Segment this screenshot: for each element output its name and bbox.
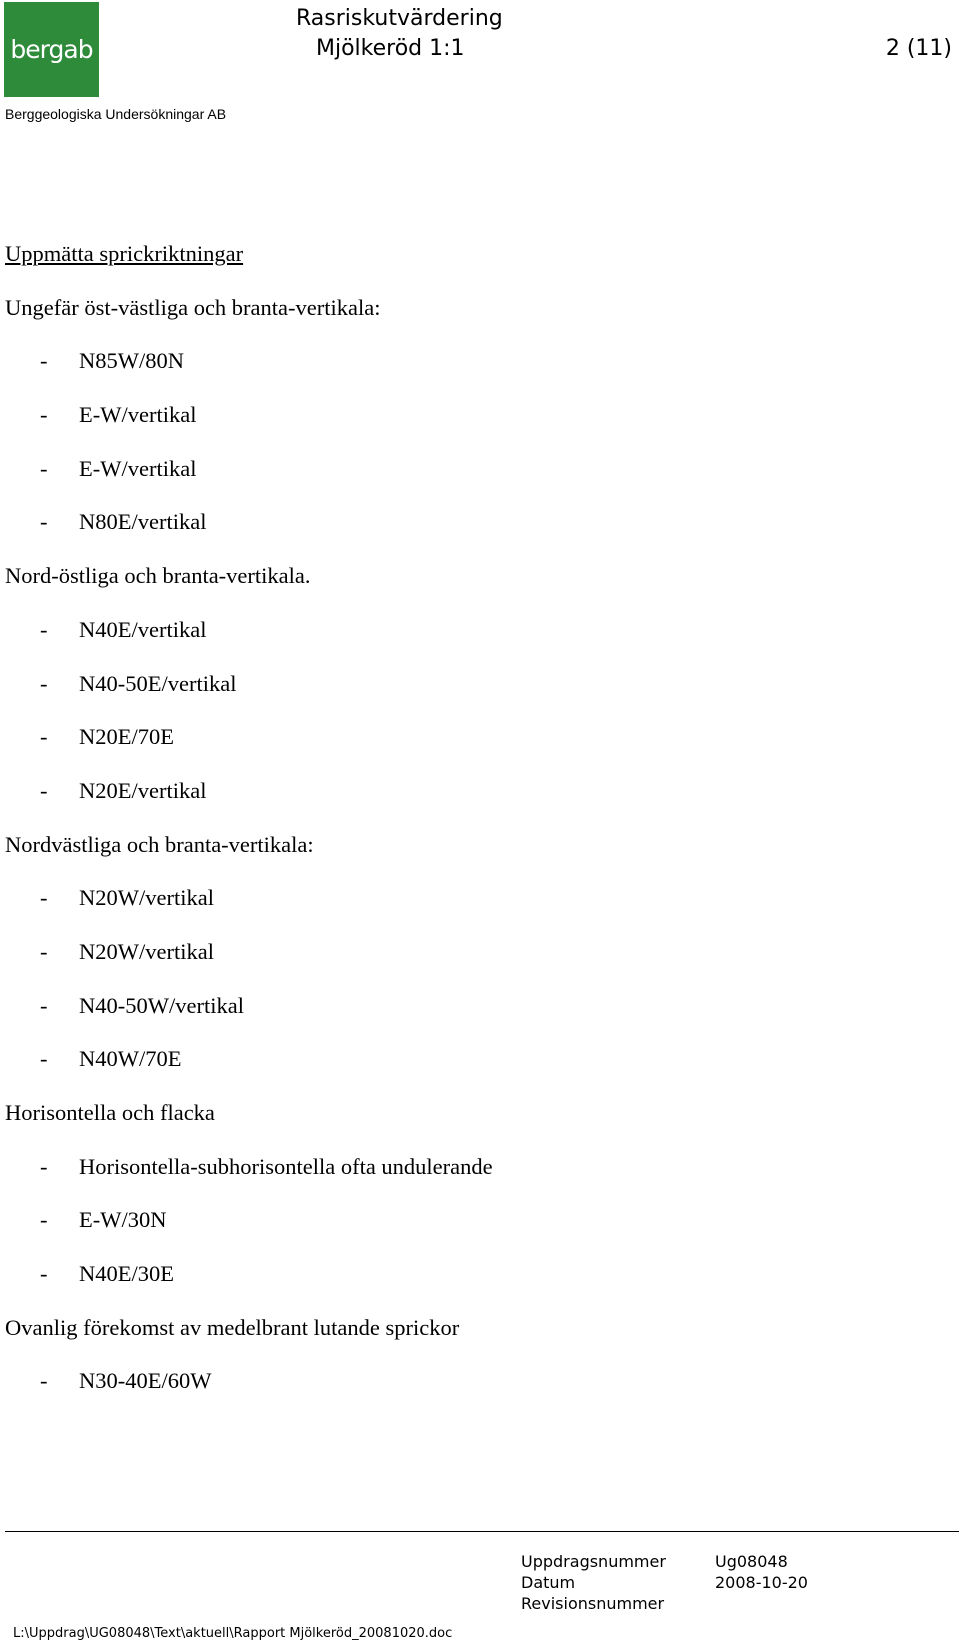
list-bullet: - (40, 402, 48, 428)
group-title: Horisontella och flacka (5, 1100, 215, 1125)
group-title: Nord-östliga och branta-vertikala. (5, 563, 311, 589)
section-heading: Uppmätta sprickriktningar (5, 241, 244, 266)
list-bullet: - (40, 616, 48, 642)
list-bullet: - (40, 724, 48, 750)
footer-divider (5, 1531, 959, 1532)
list-item (5, 616, 925, 670)
list-item-text: N20E/vertikal (79, 777, 207, 803)
footer-row-datum (521, 1572, 808, 1593)
list-bullet: - (40, 1046, 48, 1072)
list-bullet: - (40, 1207, 48, 1233)
list-item (5, 670, 925, 724)
list-item-text: N40-50W/vertikal (79, 992, 244, 1018)
list-item (5, 455, 925, 509)
list-bullet: - (40, 777, 48, 803)
list-bullet: - (40, 670, 48, 696)
datum-label: Datum (521, 1573, 576, 1592)
uppdragsnummer-label: Uppdragsnummer (521, 1552, 666, 1571)
list-item-text: E-W/30N (79, 1207, 167, 1233)
footer-metadata (521, 1551, 808, 1614)
group-title: Nordvästliga och branta-vertikala: (5, 831, 314, 857)
list-bullet: - (40, 509, 48, 535)
company-name: Berggeologiska Undersökningar AB (5, 106, 227, 122)
list-item-text: E-W/vertikal (79, 455, 197, 481)
footer-row-revisionsnummer (521, 1593, 808, 1614)
list-item-text: N85W/80N (79, 348, 184, 374)
document-body (5, 240, 925, 1421)
page-number: 2 (11) (885, 36, 952, 61)
list-item-text: E-W/vertikal (79, 402, 197, 428)
list-item-text: N40E/30E (79, 1261, 174, 1287)
company-logo (4, 2, 99, 97)
list-item (5, 884, 925, 938)
list-item (5, 1367, 925, 1421)
group-title: Ovanlig förekomst av medelbrant lutande sprickor (5, 1314, 460, 1340)
list-bullet: - (40, 348, 48, 374)
list-item (5, 1153, 925, 1207)
list-bullet: - (40, 1368, 48, 1394)
document-title (296, 4, 503, 64)
list-item (5, 1260, 925, 1314)
list-item-text: N40-50E/vertikal (79, 670, 237, 696)
list-item (5, 992, 925, 1046)
footer-row-uppdragsnummer (521, 1551, 808, 1572)
list-item (5, 508, 925, 562)
list-item-text: N40W/70E (79, 1046, 182, 1072)
datum-value: 2008-10-20 (715, 1573, 808, 1592)
list-item-text: N20W/vertikal (79, 885, 214, 911)
uppdragsnummer-value: Ug08048 (715, 1552, 788, 1571)
revisionsnummer-label: Revisionsnummer (521, 1594, 665, 1613)
list-bullet: - (40, 1153, 48, 1179)
list-item-text: N80E/vertikal (79, 509, 207, 535)
list-item (5, 1206, 925, 1260)
logo-text: bergab (10, 35, 93, 64)
title-line-2: Mjölkeröd 1:1 (316, 36, 465, 61)
list-item-text: N20E/70E (79, 724, 174, 750)
list-item (5, 777, 925, 831)
list-item-text: N40E/vertikal (79, 616, 207, 642)
list-bullet: - (40, 1261, 48, 1287)
group-title: Ungefär öst-västliga och branta-vertikala: (5, 294, 381, 320)
list-item (5, 1045, 925, 1099)
title-line-1: Rasriskutvärdering (296, 6, 503, 31)
list-item (5, 347, 925, 401)
list-item-text: N30-40E/60W (79, 1368, 212, 1394)
list-bullet: - (40, 885, 48, 911)
list-item-text: N20W/vertikal (79, 938, 214, 964)
list-bullet: - (40, 938, 48, 964)
file-path: L:\Uppdrag\UG08048\Text\aktuell\Rapport Mjölkeröd_20081020.doc (13, 1626, 453, 1641)
list-item-text: Horisontella-subhorisontella ofta undulerande (79, 1153, 493, 1179)
list-item (5, 723, 925, 777)
list-bullet: - (40, 455, 48, 481)
list-item (5, 401, 925, 455)
list-bullet: - (40, 992, 48, 1018)
list-item (5, 938, 925, 992)
